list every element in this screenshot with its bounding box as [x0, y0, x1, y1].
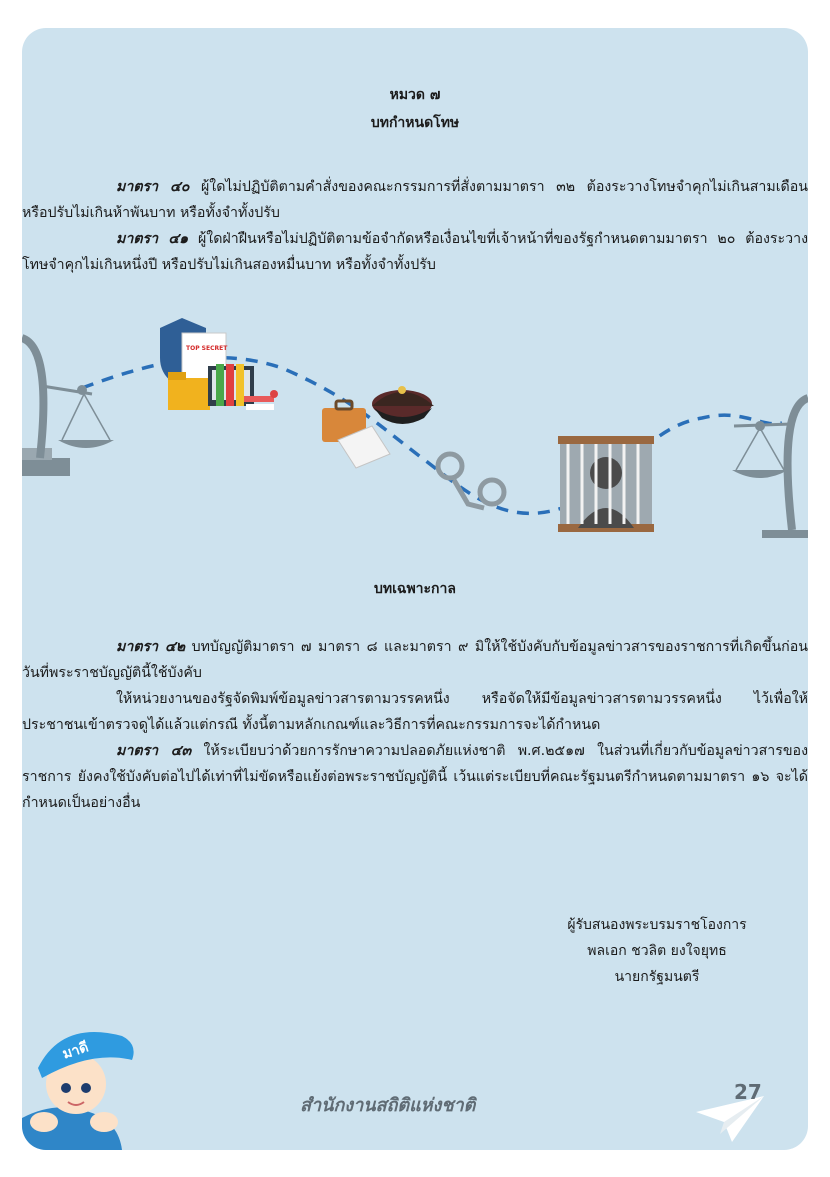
section-41-text: ผู้ใดฝ่าฝืนหรือไม่ปฏิบัติตามข้อจำกัดหรือเงื่อนไขที่เจ้าหน้าที่ของรัฐกำหนดตามมาตรา ๒๐ ต้องระวางโทษจำคุกไม่เกินหนึ่งปี หรือปรับไม่เกินสองหมื่นบาท หรือทั้งจำทั้งปรับ: [22, 231, 808, 273]
section-42-paragraph-2: ให้หน่วยงานของรัฐจัดพิมพ์ข้อมูลข่าวสารตามวรรคหนึ่ง หรือจัดให้มีข้อมูลข่าวสารตามวรรคหนึ่ง ไว้เพื่อให้ประชาชนเข้าตรวจดูได้แล้วแต่กรณี ทั้งนี้ตามหลักเกณฑ์และวิธีการที่คณะกรรมการจะได้กำหนด: [22, 691, 808, 733]
section-40: [22, 174, 808, 226]
signature-line-3: นายกรัฐมนตรี: [614, 969, 700, 985]
section-42-text: บทบัญญัติมาตรา ๗ มาตรา ๘ และมาตรา ๙ มิให้ใช้บังคับกับข้อมูลข่าวสารของราชการที่เกิดขึ้นก่อนวันที่พระราชบัญญัตินี้ใช้บังคับ: [22, 639, 808, 681]
section-42: [22, 634, 808, 686]
prisoner-icon: [558, 436, 654, 532]
chapter-number: หมวด ๗: [389, 87, 441, 103]
police-cap-icon: [372, 386, 434, 424]
penalty-sections: [22, 174, 808, 278]
transitional-title: บทเฉพาะกาล: [374, 581, 456, 597]
section-43: [22, 738, 808, 816]
page-number: 27: [734, 1080, 762, 1104]
section-40-text: ผู้ใดไม่ปฏิบัติตามคำสั่งของคณะกรรมการที่สั่งตามมาตรา ๓๒ ต้องระวางโทษจำคุกไม่เกินสามเดือน หรือปรับไม่เกินห้าพันบาท หรือทั้งจำทั้งปรับ: [22, 179, 808, 221]
scale-left-icon: [22, 338, 114, 476]
mascot-cap-text: มาดี: [60, 1039, 91, 1063]
signature-line-1: ผู้รับสนองพระบรมราชโองการ: [567, 917, 747, 933]
section-41-label: มาตรา ๔๑: [116, 231, 189, 247]
top-secret-stamp: TOP SECRET: [186, 345, 228, 352]
section-42-label: มาตรา ๔๒: [116, 639, 186, 655]
mascot-icon: [22, 1010, 142, 1150]
section-40-label: มาตรา ๔๐: [116, 179, 190, 195]
chapter-title: บทกำหนดโทษ: [370, 115, 460, 131]
section-43-label: มาตรา ๔๓: [116, 743, 192, 759]
justice-illustration: [22, 308, 808, 538]
signature-line-2: พลเอก ชวลิต ยงใจยุทธ: [587, 943, 727, 959]
section-41: [22, 226, 808, 278]
transitional-sections: [22, 634, 808, 816]
section-43-text: ให้ระเบียบว่าด้วยการรักษาความปลอดภัยแห่งชาติ พ.ศ.๒๕๑๗ ในส่วนที่เกี่ยวกับข้อมูลข่าวสารของราชการ ยังคงใช้บังคับต่อไปได้เท่าที่ไม่ขัดหรือแย้งต่อพระราชบัญญัตินี้ เว้นแต่ระเบียบที่คณะรัฐมนตรีกำหนดตามมาตรา ๑๖ จะได้กำหนดเป็นอย่างอื่น: [22, 743, 808, 811]
page-card: [22, 28, 808, 1150]
documents-icon: [160, 318, 278, 410]
footer-organization: สำนักงานสถิติแห่งชาติ: [300, 1095, 476, 1116]
handcuffs-icon: [438, 454, 504, 508]
